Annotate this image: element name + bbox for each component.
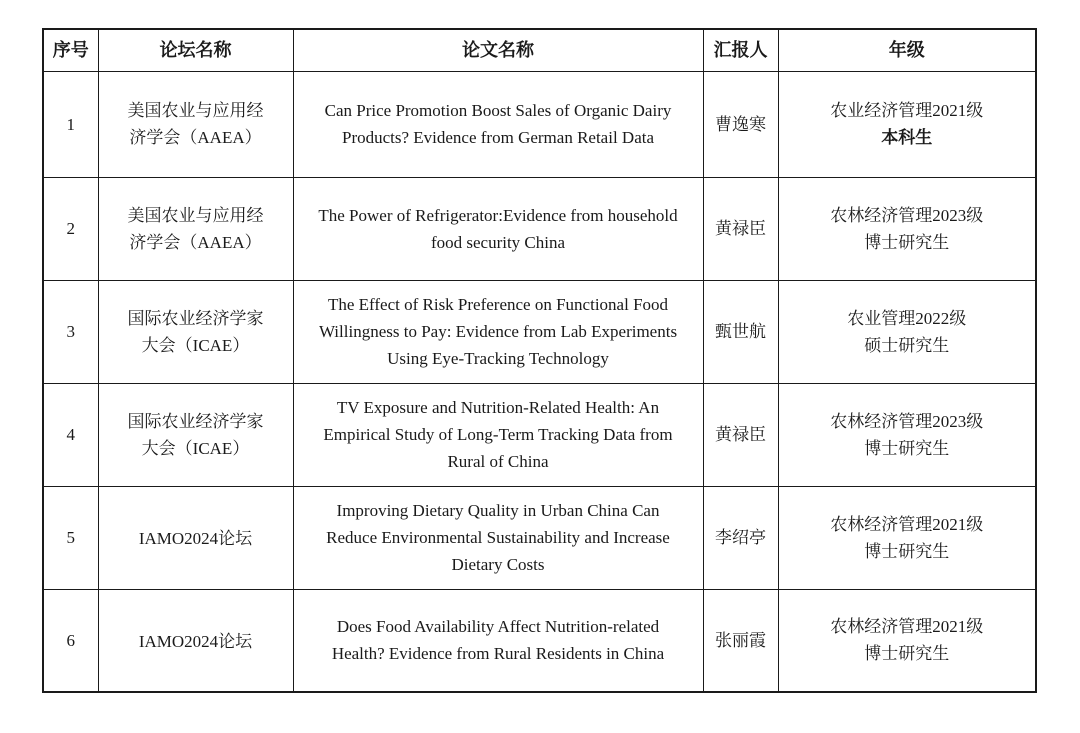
header-grade: 年级 — [778, 29, 1036, 71]
cell-presenter: 甄世航 — [703, 280, 778, 383]
forum-name-text: 美国农业与应用经济学会（AAEA） — [127, 205, 264, 252]
grade-level-text: 本科生 — [881, 128, 933, 147]
cell-presenter: 黄禄臣 — [703, 177, 778, 280]
header-forum-name: 论坛名称 — [98, 29, 293, 71]
cell-index: 5 — [43, 486, 98, 589]
cell-forum — [98, 383, 293, 486]
table-row — [43, 280, 1036, 383]
cell-paper — [293, 177, 703, 280]
paper-title-text: The Power of Refrigerator:Evidence from household food security China — [318, 205, 678, 252]
table-row — [43, 177, 1036, 280]
grade-level-text: 博士研究生 — [864, 232, 950, 252]
table-row — [43, 486, 1036, 589]
cell-forum — [98, 280, 293, 383]
header-index: 序号 — [43, 29, 98, 71]
cell-index: 1 — [43, 71, 98, 177]
forum-name-text: IAMO2024论坛 — [138, 631, 253, 651]
grade-level-text: 硕士研究生 — [864, 335, 950, 355]
paper-title-text: TV Exposure and Nutrition-Related Health: An Empirical Study of Long-Term Tracking Data from Rural of China — [323, 398, 673, 471]
cell-index: 4 — [43, 383, 98, 486]
table-row — [43, 71, 1036, 177]
table-row — [43, 589, 1036, 692]
table-row — [43, 383, 1036, 486]
cell-grade — [778, 383, 1036, 486]
cell-paper — [293, 486, 703, 589]
cell-index: 6 — [43, 589, 98, 692]
grade-program-text: 农业管理2022级 — [847, 308, 967, 328]
cell-grade — [778, 486, 1036, 589]
forum-name-text: 国际农业经济学家大会（ICAE） — [127, 411, 264, 458]
table-header-row — [43, 29, 1036, 71]
forum-papers-table — [42, 28, 1037, 693]
paper-title-text: Can Price Promotion Boost Sales of Organic Dairy Products? Evidence from German Retail Data — [324, 101, 672, 147]
header-paper-name: 论文名称 — [293, 29, 703, 71]
cell-grade — [778, 589, 1036, 692]
cell-grade — [778, 177, 1036, 280]
header-presenter: 汇报人 — [703, 29, 778, 71]
paper-title-text: The Effect of Risk Preference on Functional Food Willingness to Pay: Evidence from Lab Experiments Using Eye-Tracking Technology — [318, 295, 678, 368]
cell-grade — [778, 71, 1036, 177]
cell-paper — [293, 589, 703, 692]
cell-index: 2 — [43, 177, 98, 280]
cell-presenter: 曹逸寒 — [703, 71, 778, 177]
grade-level-text: 博士研究生 — [864, 438, 950, 458]
cell-forum — [98, 486, 293, 589]
cell-presenter: 张丽霞 — [703, 589, 778, 692]
forum-name-text: IAMO2024论坛 — [138, 528, 253, 548]
grade-program-text: 农林经济管理2021级 — [830, 617, 984, 637]
cell-paper — [293, 383, 703, 486]
grade-program-text: 农林经济管理2021级 — [830, 514, 984, 534]
paper-title-text: Improving Dietary Quality in Urban China Can Reduce Environmental Sustainability and Increase Dietary Costs — [326, 501, 670, 574]
grade-program-text: 农林经济管理2023级 — [830, 411, 984, 431]
cell-paper — [293, 71, 703, 177]
cell-paper — [293, 280, 703, 383]
forum-name-text: 国际农业经济学家大会（ICAE） — [127, 308, 264, 355]
cell-forum — [98, 71, 293, 177]
grade-level-text: 博士研究生 — [864, 541, 950, 561]
paper-title-text: Does Food Availability Affect Nutrition-related Health? Evidence from Rural Residents in China — [331, 617, 665, 664]
cell-presenter: 李绍亭 — [703, 486, 778, 589]
cell-grade — [778, 280, 1036, 383]
grade-program-text: 农业经济管理2021级 — [830, 101, 984, 120]
grade-program-text: 农林经济管理2023级 — [830, 205, 984, 225]
cell-presenter: 黄禄臣 — [703, 383, 778, 486]
cell-forum — [98, 177, 293, 280]
grade-level-text: 博士研究生 — [864, 644, 950, 664]
cell-forum — [98, 589, 293, 692]
forum-name-text: 美国农业与应用经济学会（AAEA） — [127, 101, 264, 147]
cell-index: 3 — [43, 280, 98, 383]
